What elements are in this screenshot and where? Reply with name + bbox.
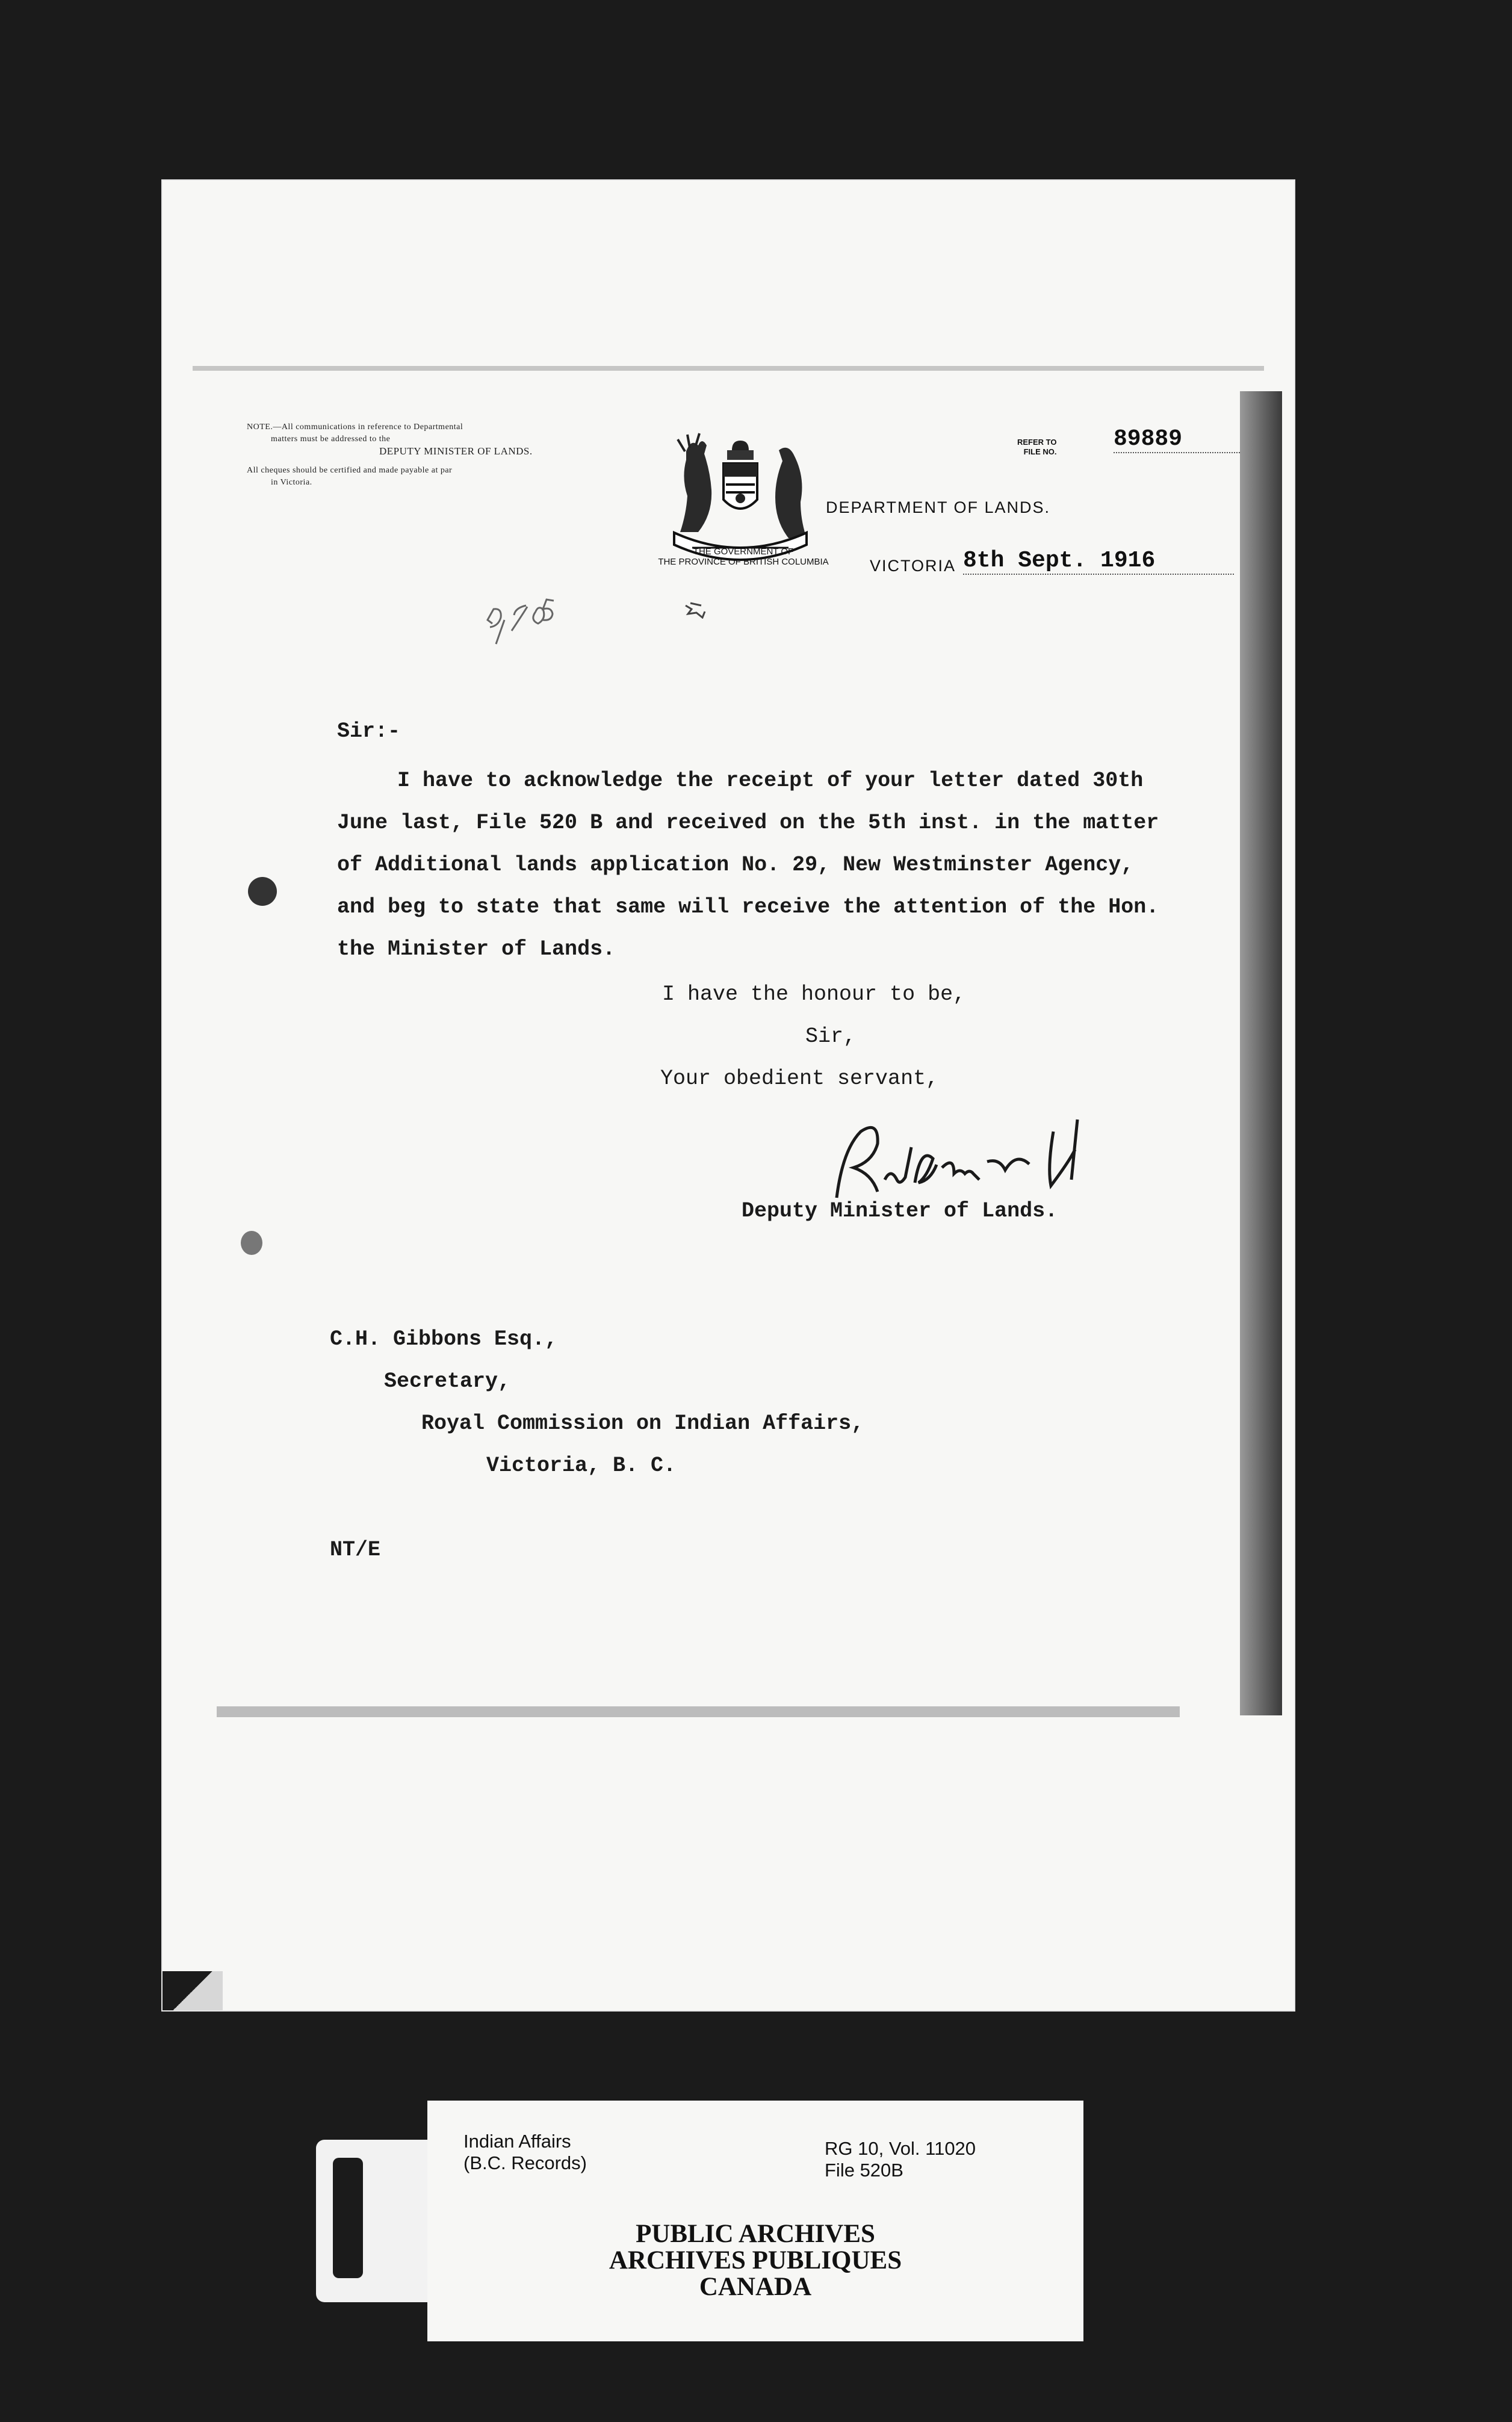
addressee-line-4: Victoria, B. C. (486, 1454, 677, 1478)
crest-caption-line-2: THE PROVINCE OF BRITISH COLUMBIA (658, 557, 829, 567)
bottom-rule (217, 1706, 1180, 1717)
note-line-3: DEPUTY MINISTER OF LANDS. (379, 445, 533, 457)
addressee-line-3: Royal Commission on Indian Affairs, (421, 1411, 864, 1436)
archives-line-1: PUBLIC ARCHIVES (636, 2220, 875, 2248)
archives-line-3: CANADA (699, 2273, 812, 2301)
collection-line-1: Indian Affairs (463, 2131, 571, 2152)
body-line-2: June last, File 520 B and received on the 5th inst. in the matter (337, 811, 1159, 835)
reference-line-1: RG 10, Vol. 11020 (825, 2138, 976, 2159)
closing-line-2: Sir, (805, 1024, 857, 1048)
salutation: Sir:- (337, 719, 401, 743)
body-line-1: I have to acknowledge the receipt of your letter dated 30th (397, 769, 1144, 793)
crest-caption-line-1: THE GOVERNMENT OF (693, 547, 794, 557)
archives-line-2: ARCHIVES PUBLIQUES (609, 2246, 902, 2275)
file-no-label: FILE NO. (1023, 447, 1057, 456)
typist-initials: NT/E (330, 1538, 381, 1562)
closing-line-1: I have the honour to be, (662, 982, 966, 1006)
body-line-3: of Additional lands application No. 29, New Westminster Agency, (337, 853, 1134, 877)
file-number: 89889 (1114, 426, 1240, 453)
collection-line-2: (B.C. Records) (463, 2152, 587, 2173)
refer-to-label: REFER TO (1017, 438, 1057, 447)
pencil-annotation (476, 577, 584, 649)
page-shadow-edge (1240, 391, 1282, 1715)
crest-caption (653, 547, 834, 567)
place-label: VICTORIA (870, 557, 956, 575)
reference-line-2: File 520B (825, 2160, 903, 2181)
signature-title: Deputy Minister of Lands. (742, 1199, 1058, 1223)
department-name: DEPARTMENT OF LANDS. (826, 498, 1051, 516)
note-line-1: NOTE.—All communications in reference to Departmental (247, 423, 463, 432)
addressee-line-1: C.H. Gibbons Esq., (330, 1327, 558, 1351)
stamp-mark-icon (683, 601, 707, 619)
top-rule (193, 366, 1264, 371)
archives-stamp (427, 2221, 1083, 2300)
note-line-5: in Victoria. (271, 478, 312, 487)
closing-line-3: Your obedient servant, (660, 1067, 939, 1091)
refer-to-label-block (1017, 438, 1057, 457)
punch-hole-upper (248, 877, 277, 906)
punch-hole-lower (241, 1231, 262, 1255)
letter-date: 8th Sept. 1916 (963, 548, 1234, 575)
body-line-4: and beg to state that same will receive the attention of the Hon. (337, 895, 1159, 919)
addressee-line-2: Secretary, (384, 1369, 511, 1393)
note-line-2: matters must be addressed to the (271, 435, 391, 444)
note-line-4: All cheques should be certified and made payable at par (247, 466, 453, 475)
body-line-5: the Minister of Lands. (337, 937, 616, 961)
letterhead-note (247, 421, 578, 489)
corner-fold (163, 1971, 223, 2010)
